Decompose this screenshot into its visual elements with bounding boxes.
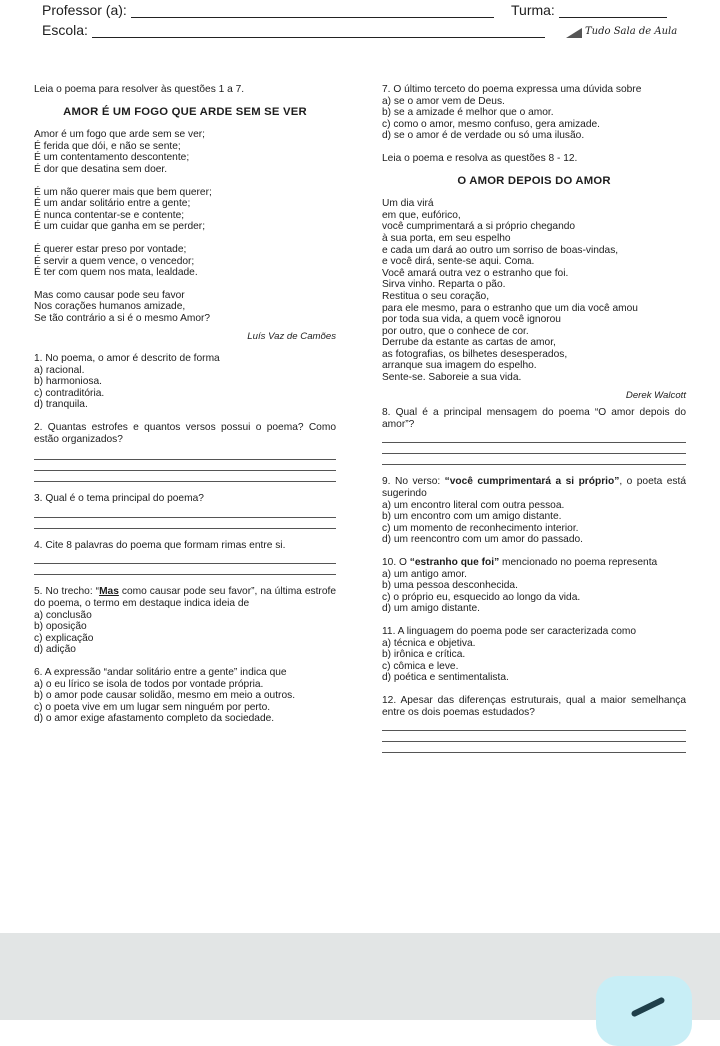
poem1-line: É um cuidar que ganha em se perder; — [34, 221, 206, 233]
poem2-line: Derrube da estante as cartas de amor, — [382, 337, 556, 349]
answer-line[interactable] — [34, 518, 336, 529]
question-9-option-c[interactable]: c) um momento de reconhecimento interior. — [382, 522, 579, 534]
answer-line[interactable] — [34, 507, 336, 518]
question-5-option-b[interactable]: b) oposição — [34, 621, 87, 633]
poem2-line: Você amará outra vez o estranho que foi. — [382, 267, 569, 279]
question-4-text: 4. Cite 8 palavras do poema que formam rimas entre si. — [34, 539, 286, 551]
question-6 — [34, 667, 336, 725]
answer-line[interactable] — [382, 432, 686, 443]
question-10-option-b[interactable]: b) uma pessoa desconhecida. — [382, 580, 518, 592]
poem2-line: Um dia virá — [382, 198, 434, 210]
poem1-line: É um andar solitário entre a gente; — [34, 198, 191, 210]
left-column — [34, 84, 336, 725]
answer-line[interactable] — [382, 443, 686, 454]
poem2-line: e você dirá, sente-se aqui. Coma. — [382, 256, 535, 268]
poem1-author: Luís Vaz de Camões — [247, 330, 336, 342]
question-2 — [34, 422, 336, 482]
poem2-line: arranque sua imagem do espelho. — [382, 360, 537, 372]
poem1-line: É um contentamento descontente; — [34, 152, 190, 164]
question-11 — [382, 626, 686, 684]
poem1-line: É querer estar preso por vontade; — [34, 243, 187, 255]
question-9 — [382, 476, 686, 546]
poem2-line: as fotografias, os bilhetes desesperados, — [382, 348, 568, 360]
brand-logo — [565, 25, 685, 41]
poem1-line: Amor é um fogo que arde sem se ver; — [34, 129, 206, 141]
poem1-stanza-3 — [34, 244, 336, 279]
poem2-line: à sua porta, em seu espelho — [382, 232, 511, 244]
poem2-line: em que, eufórico, — [382, 209, 461, 221]
poem1-title: AMOR É UM FOGO QUE ARDE SEM SE VER — [63, 105, 307, 118]
question-1-option-b[interactable]: b) harmoniosa. — [34, 376, 102, 388]
question-7-option-d[interactable]: d) se o amor é de verdade ou só uma ilusão. — [382, 130, 585, 142]
turma-label: Turma: — [511, 2, 555, 18]
poem1-line: É servir a quem vence, o vencedor; — [34, 255, 195, 267]
question-11-option-c[interactable]: c) cômica e leve. — [382, 660, 459, 672]
question-5-option-c[interactable]: c) explicação — [34, 632, 94, 644]
brand-pencil-icon — [565, 25, 583, 39]
question-1 — [34, 353, 336, 411]
poem1-line: É ter com quem nos mata, lealdade. — [34, 267, 198, 279]
poem1-stanza-2 — [34, 187, 336, 233]
question-5 — [34, 586, 336, 656]
poem2-body — [382, 198, 686, 384]
answer-line[interactable] — [34, 460, 336, 471]
poem2-line: Sirva vinho. Reparta o pão. — [382, 279, 506, 291]
poem2-line: Sente-se. Saboreie a sua vida. — [382, 372, 522, 384]
answer-line[interactable] — [382, 742, 686, 753]
question-6-option-b[interactable]: b) o amor pode causar solidão, mesmo em meio a outros. — [34, 690, 296, 702]
answer-line[interactable] — [382, 720, 686, 731]
question-9-text: 9. No verso: “você cumprimentará a si próprio”, o poeta está sugerindo — [382, 476, 686, 500]
question-10-option-a[interactable]: a) um antigo amor. — [382, 568, 467, 580]
question-9-option-b[interactable]: b) um encontro com um amigo distante. — [382, 511, 562, 523]
escola-line — [92, 23, 545, 38]
poem2-author: Derek Walcott — [625, 389, 686, 401]
highlighted-term: Mas — [99, 586, 119, 598]
question-6-text: 6. A expressão “andar solitário entre a gente” indica que — [34, 667, 287, 678]
quoted-verse: “você cumprimentará a si próprio” — [444, 476, 620, 488]
question-5-text: 5. No trecho: “Mas como causar pode seu favor”, na última estrofe do poema, o termo em destaque indica ideia de — [34, 586, 336, 610]
poem2-line: você cumprimentará a si próprio chegando — [382, 221, 576, 233]
question-8-text: 8. Qual é a principal mensagem do poema “O amor depois do amor”? — [382, 407, 686, 430]
answer-line[interactable] — [34, 449, 336, 460]
poem2-line: por outro, que o conhece de cor. — [382, 325, 529, 337]
question-11-text: 11. A linguagem do poema pode ser caracterizada como — [382, 625, 637, 637]
answer-line[interactable] — [382, 731, 686, 742]
question-1-text: 1. No poema, o amor é descrito de forma — [34, 353, 220, 365]
question-11-option-a[interactable]: a) técnica e objetiva. — [382, 637, 476, 649]
poem1-stanza-1 — [34, 129, 336, 175]
answer-line[interactable] — [382, 454, 686, 465]
question-1-option-d[interactable]: d) tranquila. — [34, 399, 88, 411]
quoted-phrase: “estranho que foi” — [409, 557, 500, 568]
question-6-option-c[interactable]: c) o poeta vive em um lugar sem ninguém por perto. — [34, 701, 271, 713]
question-3 — [34, 493, 336, 529]
poem1-line: É um não querer mais que bem querer; — [34, 186, 212, 198]
professor-label: Professor (a): — [42, 2, 127, 18]
question-6-option-d[interactable]: d) o amor exige afastamento completo da sociedade. — [34, 713, 275, 725]
question-10-text: 10. O “estranho que foi” mencionado no poema representa — [382, 557, 658, 568]
poem1-line: É ferida que dói, e não se sente; — [34, 140, 181, 152]
question-10 — [382, 557, 686, 615]
answer-line[interactable] — [34, 553, 336, 564]
turma-line — [559, 3, 667, 18]
question-3-text: 3. Qual é o tema principal do poema? — [34, 493, 204, 505]
question-7-option-a[interactable]: a) se o amor vem de Deus. — [382, 95, 505, 107]
question-9-option-a[interactable]: a) um encontro literal com outra pessoa. — [382, 499, 565, 511]
poem1-line: É dor que desatina sem doer. — [34, 163, 168, 175]
question-11-option-b[interactable]: b) irônica e crítica. — [382, 649, 466, 661]
poem2-line: para ele mesmo, para o estranho que um dia você amou — [382, 302, 638, 314]
question-5-option-a[interactable]: a) conclusão — [34, 609, 92, 621]
poem1-line: Mas como causar pode seu favor — [34, 289, 185, 301]
question-9-option-d[interactable]: d) um reencontro com um amor do passado. — [382, 534, 584, 546]
right-column — [382, 84, 686, 753]
poem2-line: Restitua o seu coração, — [382, 290, 490, 302]
question-12 — [382, 695, 686, 753]
question-10-option-d[interactable]: d) um amigo distante. — [382, 603, 480, 615]
poem1-line: Se tão contrário a si é o mesmo Amor? — [34, 312, 211, 324]
question-7-option-b[interactable]: b) se a amizade é melhor que o amor. — [382, 107, 554, 119]
professor-line — [131, 3, 494, 18]
question-7-text: 7. O último terceto do poema expressa uma dúvida sobre — [382, 84, 642, 95]
professor-field[interactable] — [42, 2, 494, 18]
poem2-line: e cada um dará ao outro um sorriso de boas-vindas, — [382, 244, 619, 256]
question-1-option-c[interactable]: c) contraditória. — [34, 387, 105, 399]
question-5-option-d[interactable]: d) adição — [34, 644, 76, 656]
question-1-option-a[interactable]: a) racional. — [34, 364, 85, 376]
question-4 — [34, 540, 336, 576]
question-6-option-a[interactable]: a) o eu lírico se isola de todos por vontade própria. — [34, 678, 264, 690]
poem1-line: É nunca contentar-se e contente; — [34, 209, 185, 221]
poem1-line: Nos corações humanos amizade, — [34, 301, 186, 313]
answer-line[interactable] — [34, 471, 336, 482]
left-intro: Leia o poema para resolver às questões 1 a 7. — [34, 84, 245, 95]
escola-field[interactable] — [42, 22, 545, 38]
answer-line[interactable] — [34, 564, 336, 575]
question-10-option-c[interactable]: c) o próprio eu, esquecido ao longo da vida. — [382, 591, 581, 603]
brand-text: Tudo Sala de Aula — [585, 26, 678, 37]
question-12-text: 12. Apesar das diferenças estruturais, qual a maior semelhança entre os dois poemas estudados? — [382, 694, 686, 718]
question-7 — [382, 84, 686, 142]
turma-field[interactable] — [511, 2, 667, 18]
right-intro: Leia o poema e resolva as questões 8 - 12. — [382, 152, 578, 164]
escola-label: Escola: — [42, 22, 88, 38]
question-8 — [382, 407, 686, 465]
poem1-stanza-4 — [34, 290, 336, 325]
poem2-line: por toda sua vida, a quem você ignorou — [382, 314, 561, 326]
question-2-text: 2. Quantas estrofes e quantos versos possui o poema? Como estão organizados? — [34, 422, 336, 445]
poem2-title: O AMOR DEPOIS DO AMOR — [457, 174, 611, 187]
question-11-option-d[interactable]: d) poética e sentimentalista. — [382, 672, 509, 684]
question-7-option-c[interactable]: c) como o amor, mesmo confuso, gera amizade. — [382, 118, 600, 130]
